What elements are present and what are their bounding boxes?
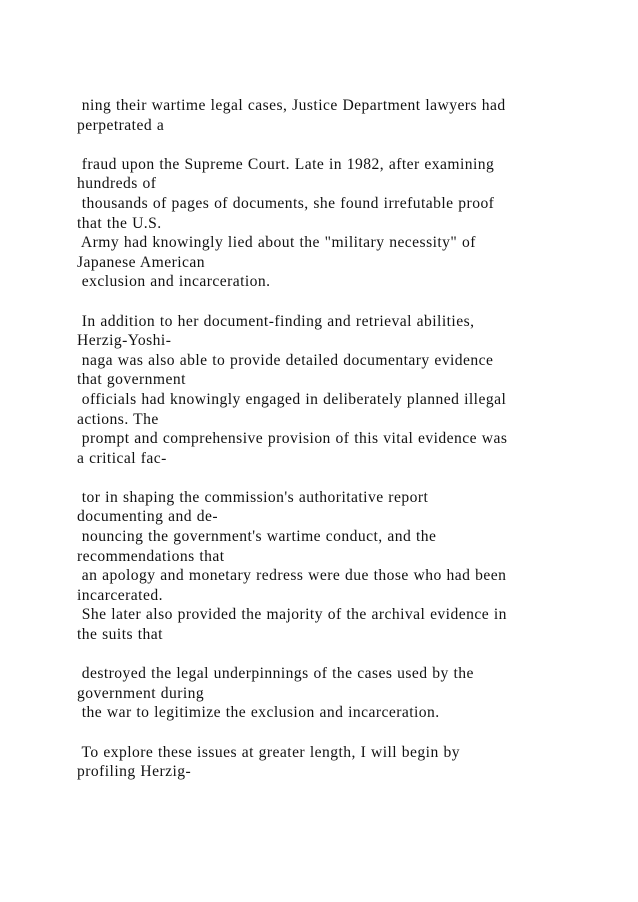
text-line: that the U.S.	[77, 214, 162, 232]
text-line: hundreds of	[77, 175, 157, 193]
text-line: incarcerated.	[77, 586, 163, 604]
text-line: exclusion and incarceration.	[77, 273, 271, 291]
text-line: the suits that	[77, 626, 163, 644]
text-line: thousands of pages of documents, she found irrefutable proof	[77, 194, 495, 212]
text-line: government during	[77, 684, 205, 702]
paragraph-gap	[77, 468, 567, 488]
text-line: Japanese American	[77, 253, 205, 271]
paragraph-gap	[77, 135, 567, 155]
text-line: She later also provided the majority of the archival evidence in	[77, 606, 507, 624]
text-line: the war to legitimize the exclusion and incarceration.	[77, 704, 440, 722]
text-line: In addition to her document-finding and retrieval abilities,	[77, 312, 475, 330]
text-line: To explore these issues at greater length, I will begin by	[77, 743, 460, 761]
text-line: documenting and de-	[77, 508, 218, 526]
text-line: prompt and comprehensive provision of this vital evidence was	[77, 430, 508, 448]
text-line: recommendations that	[77, 547, 225, 565]
text-line: perpetrated a	[77, 116, 165, 134]
text-line: Herzig-Yoshi-	[77, 332, 172, 350]
text-line: an apology and monetary redress were due those who had been	[77, 567, 507, 585]
paragraph-gap	[77, 292, 567, 312]
text-line: nouncing the government's wartime conduct, and the	[77, 528, 437, 546]
text-line: Army had knowingly lied about the "military necessity" of	[77, 234, 476, 252]
text-line: fraud upon the Supreme Court. Late in 1982, after examining	[77, 155, 495, 173]
document-page	[77, 96, 567, 782]
text-line: tor in shaping the commission's authoritative report	[77, 488, 429, 506]
text-line: naga was also able to provide detailed documentary evidence	[77, 351, 494, 369]
text-line: officials had knowingly engaged in deliberately planned illegal	[77, 390, 507, 408]
text-line: actions. The	[77, 410, 159, 428]
text-line: that government	[77, 371, 186, 389]
paragraph-gap	[77, 723, 567, 743]
text-line: destroyed the legal underpinnings of the cases used by the	[77, 665, 474, 683]
text-line: profiling Herzig-	[77, 763, 192, 781]
text-line: ning their wartime legal cases, Justice Department lawyers had	[77, 97, 506, 114]
paragraph-gap	[77, 645, 567, 665]
text-line: a critical fac-	[77, 449, 167, 467]
